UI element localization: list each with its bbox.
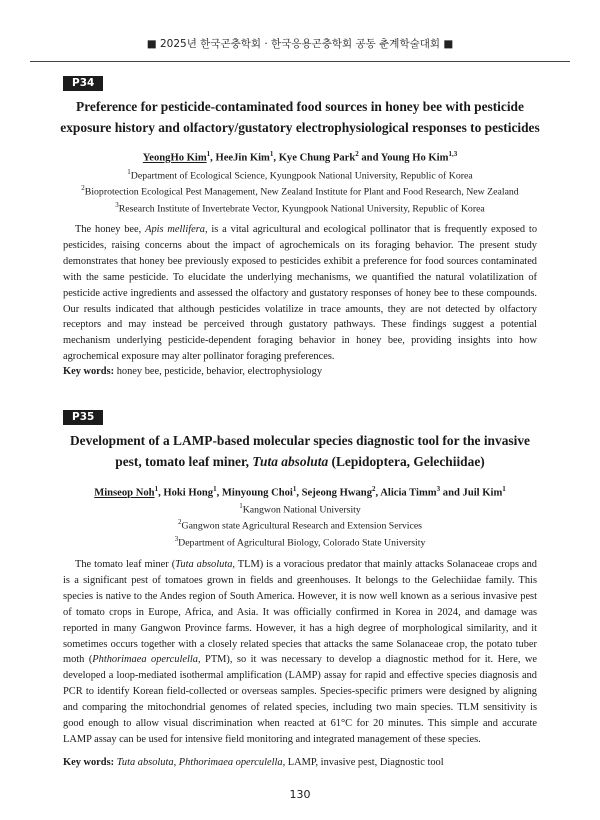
author-sup: 2 [355, 150, 359, 158]
keywords-p34 [63, 366, 537, 377]
author-name: Kye Chung Park [278, 152, 356, 164]
affil-sup: 1 [127, 168, 131, 176]
author-list-p35: Minseop Noh$^1$, Hoki Hong$^1$, Minyoung Choi$^1$, Sejeong Hwang$^2$, Alicia Timm$^3$ and Juil Kim$^1$ [94, 485, 506, 499]
keywords-text: , LAMP, invasive pest, Diagnostic tool [282, 757, 444, 768]
affiliations-p34 [40, 166, 560, 215]
affiliation [40, 533, 560, 549]
author-and: and [361, 152, 379, 164]
author-name: Minyoung Choi [221, 487, 293, 499]
paper-title-p34 [40, 96, 560, 138]
abstract-p35 [63, 557, 537, 748]
abstract-text: The tomato leaf miner ( [75, 559, 176, 570]
affil-sup: 3 [174, 534, 179, 543]
page-number: 130 [289, 788, 311, 801]
title-text: (Lepidoptera, Gelechiidae) [328, 454, 485, 469]
author-name: Hoki Hong [163, 487, 214, 499]
abstract-text: , PTM), so it was necessary to develop a diagnostic method for it. Here, we developed a loop-mediated isothermal amplification (LAMP) assay for rapid and effective species diagnosis and PCR to identify Korean field-collected or overseas samples. Species-specific primers were designed by aligning and comparing the mitochondrial genomes of related species, including two main species. TLM sensitivity is good enough to allow visual discrimination when reacted at 61°C for 20 minutes. This simple and accurate LAMP assay can be used for intensive field monitoring and integrated management of these species. [63, 654, 537, 745]
author-list-p34: YeongHo Kim$^1$, HeeJin Kim$^1$, Kye Chung Park$^2$ and Young Ho Kim$^{1,3}$ [142, 150, 458, 164]
affil-sup: 1 [239, 502, 243, 510]
author-sup: 2 [372, 485, 376, 493]
affil-sup: 2 [81, 184, 85, 193]
affiliation [40, 166, 560, 182]
keywords-text: honey bee, pesticide, behavior, electrophysiology [116, 366, 323, 377]
abstract-text: , TLM) is a voracious predator that mainly attacks Solanaceae crops and is a significant pest of tomatoes grown in fields and greenhouses. It belongs to the Gelechiidae family. This species is native to the Andes region of South America. However, it is now well known as a serious invasive pest of tomato crops in Europe, Africa, and Asia. It was officially confirmed in Korea in 2024, and damage was reported in many Gangwon Province farms. However, it has a high degree of morphological similarity, and it sometimes occurs together with a closely related species that attacks the same Solanaceae crop, the potato tuber moth ( [63, 559, 537, 666]
author-sup: 3 [436, 485, 441, 493]
header-rule [30, 61, 570, 62]
affiliation [40, 182, 560, 198]
affiliation [40, 500, 560, 516]
keyword-sep: , [173, 757, 179, 768]
paper-badge-p34: P34 [63, 76, 103, 91]
author-name: YeongHo Kim [142, 152, 207, 164]
species-name: Apis mellifera [145, 224, 205, 235]
title-line-1: Preference for pesticide-contaminated food sources in honey bee with pesticide [76, 99, 524, 114]
title-line-2 [40, 451, 560, 472]
keyword-species: Phthorimaea operculella [178, 757, 283, 768]
species-name: Tuta absoluta [252, 454, 329, 469]
author-sup: 1,3 [448, 150, 458, 158]
paper-badge-p35: P35 [63, 410, 103, 425]
author-and: and [442, 487, 460, 499]
keywords-p35 [63, 757, 537, 768]
affil-sup: 3 [115, 200, 119, 209]
author-name: HeeJin Kim [215, 152, 270, 164]
keywords-label: Key words: [63, 757, 115, 768]
abstract-text: , is a vital agricultural and ecological pollinator that is frequently exposed to pesticides, raising concerns about the impact of agrochemicals on its foraging behavior. The present study demonstrates that honey bee previously exposed to pesticides exhibit a preference for food sources contaminated with the same pesticide. To elucidate the underlying mechanisms, we quantified the natural volatilization of pesticide active ingredients and assessed the olfactory and gustatory responses of honey bee to these compounds. Our results indicated that although pesticides volatilize in trace amounts, they are not detected by olfactory receptors and may instead be perceived through gustatory pathways. These findings suggest a potential mechanism underlying pesticide-dependent foraging behavior in honey bee, providing insights into how agrochemical exposure may alter pollinator foraging preferences. [63, 224, 538, 363]
affiliation [40, 516, 560, 532]
author-sup: 1 [269, 150, 274, 158]
author-sup: 1 [154, 485, 159, 493]
author-name: Juil Kim [462, 487, 503, 499]
author-sup: 1 [206, 150, 211, 158]
affil-text: Department of Agricultural Biology, Colorado State University [178, 536, 426, 548]
abstract-text: The honey bee, [75, 224, 146, 235]
title-text: pest, tomato leaf miner, [115, 454, 253, 469]
author-name: Young Ho Kim [380, 152, 449, 164]
author-sup: 1 [502, 485, 506, 493]
conference-header: ■ 2025년 한국곤충학회 · 한국응용곤충학회 공동 춘계학술대회 ■ [146, 38, 454, 50]
title-line-2: exposure history and olfactory/gustatory electrophysiological responses to pesticides [60, 120, 540, 135]
affil-text: Research Institute of Invertebrate Vector, Kyungpook National University, Republic of Korea [118, 202, 485, 214]
author-name: Sejeong Hwang [301, 487, 372, 499]
abstract-p34 [63, 222, 537, 365]
affiliations-p35 [40, 500, 560, 549]
affil-text: Bioprotection Ecological Pest Management, New Zealand Institute for Plant and Food Research, New Zealand [84, 186, 519, 198]
author-name: Minseop Noh [94, 487, 155, 499]
author-name: Alicia Timm [380, 487, 437, 499]
title-line-1: Development of a LAMP-based molecular species diagnostic tool for the invasive [70, 433, 530, 448]
keyword-species: Tuta absoluta [116, 757, 174, 768]
affil-text: Department of Ecological Science, Kyungpook National University, Republic of Korea [130, 170, 473, 182]
affil-text: Gangwon state Agricultural Research and Extension Services [181, 520, 422, 532]
affiliation [40, 199, 560, 215]
author-sup: 1 [292, 485, 297, 493]
affil-sup: 2 [178, 518, 182, 527]
author-sup: 1 [213, 485, 217, 493]
paper-title-p35 [40, 430, 560, 472]
species-name: Tuta absoluta [175, 559, 233, 570]
species-name: Phthorimaea operculella [92, 654, 198, 666]
keywords-label: Key words: [63, 366, 115, 377]
affil-text: Kangwon National University [242, 504, 361, 516]
